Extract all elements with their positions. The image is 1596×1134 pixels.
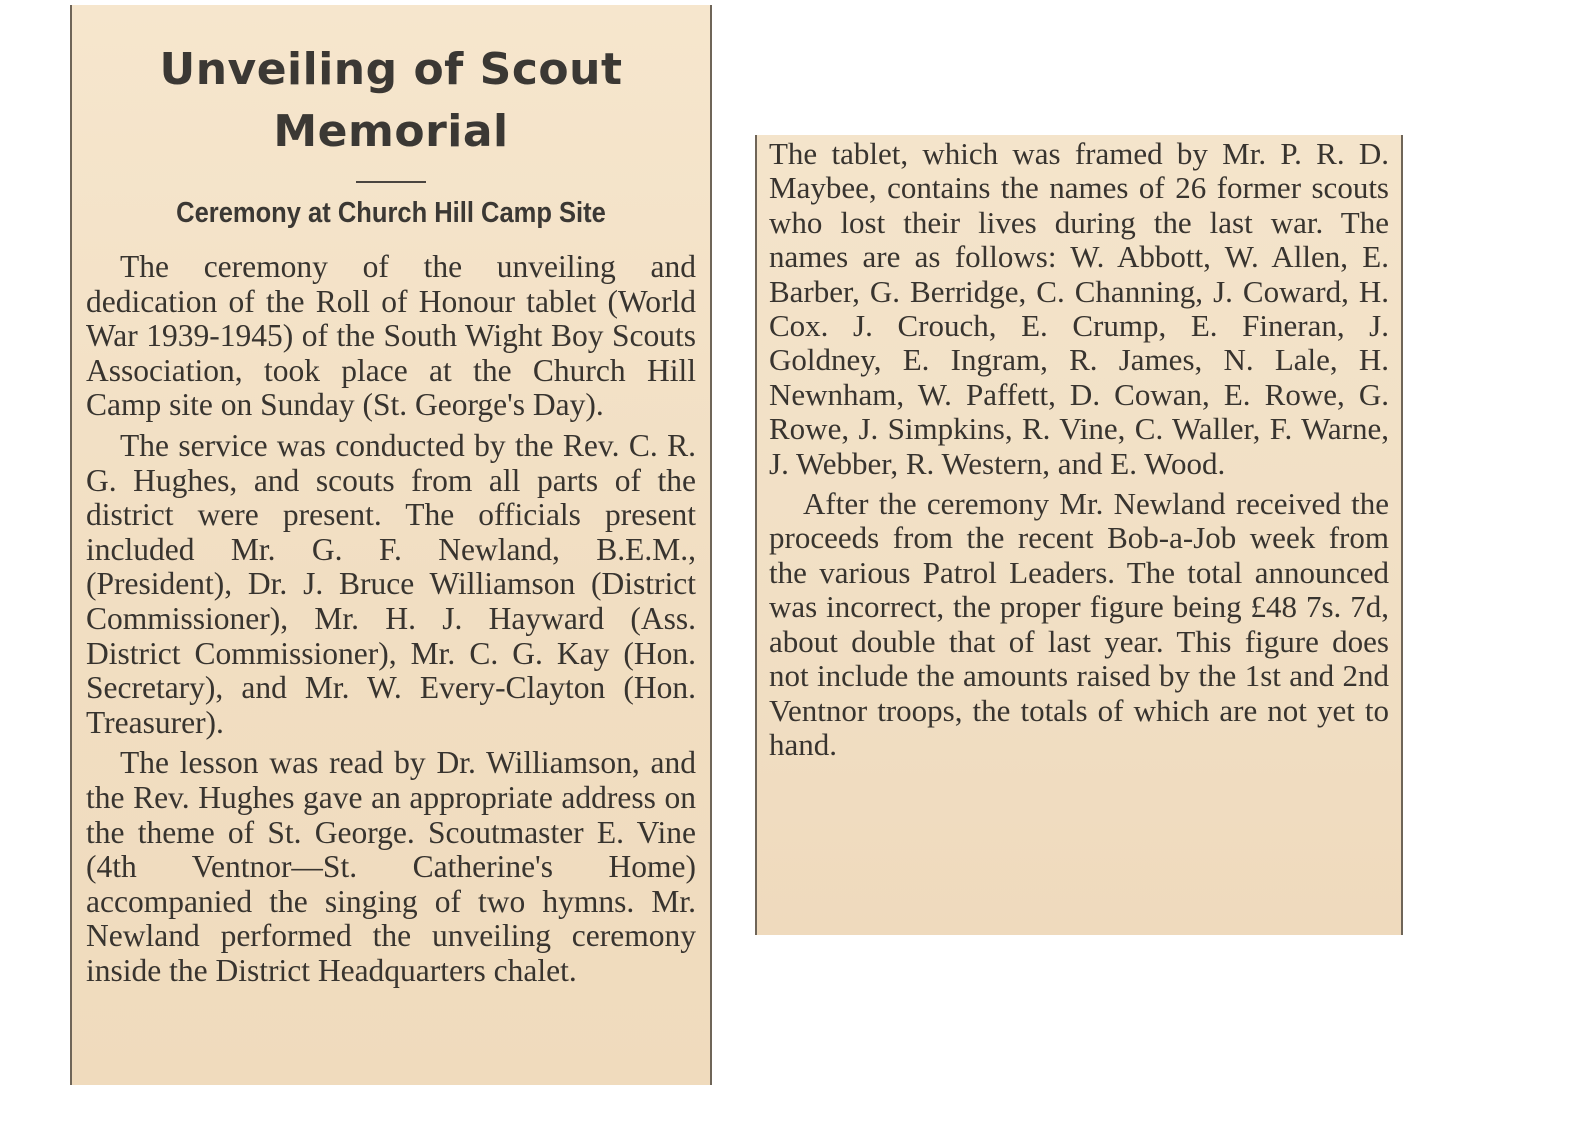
paragraph-tablet-names: The tablet, which was framed by Mr. P. R. D. Maybee, contains the names of 26 former scouts who lost their lives during the last war. The names are as follows: W. Abbott, W. Allen, E. Barber, G. Berridge, C. Channing, J. Coward, H. Cox. J. Crouch, E. Crump, E. Fineran, J. Goldney, E. Ingram, R. James, N. Lale, H. Newnham, W. Paffett, D. Cowan, E. Rowe, G. Rowe, J. Simpkins, R. Vine, C. Waller, F. Warne, J. Webber, R. Western, and E. Wood. xyxy=(769,136,1389,481)
paragraph-ceremony: The ceremony of the unveiling and dedication of the Roll of Honour tablet (World War 1939-1945) of the South Wight Boy Scouts Association, took place at the Church Hill Camp site on Sunday (St. George's Day). xyxy=(86,249,696,423)
left-newspaper-clipping xyxy=(70,5,712,1085)
headline-divider xyxy=(356,181,426,183)
article-headline: Unveiling of Scout Memorial xyxy=(159,44,623,157)
article-subheadline: Ceremony at Church Hill Camp Site xyxy=(176,197,606,229)
paragraph-lesson: The lesson was read by Dr. Williamson, and the Rev. Hughes gave an appropriate address on the theme of St. George. Scoutmaster E. Vine (4th Ventnor—St. Catherine's Home) accompanied the singing of two hymns. Mr. Newland performed the unveiling ceremony inside the District Headquarters chalet. xyxy=(86,745,696,988)
right-newspaper-clipping xyxy=(755,135,1403,935)
paragraph-service: The service was conducted by the Rev. C. R. G. Hughes, and scouts from all parts of the district were present. The officials present included Mr. G. F. Newland, B.E.M., (President), Dr. J. Bruce Williamson (District Commissioner), Mr. H. J. Hayward (Ass. District Commissioner), Mr. C. G. Kay (Hon. Secretary), and Mr. W. Every-Clayton (Hon. Treasurer). xyxy=(86,427,696,740)
paragraph-bob-a-job: After the ceremony Mr. Newland received the proceeds from the recent Bob-a-Job week from the various Patrol Leaders. The total announced was incorrect, the proper figure being £48 7s. 7d, about double that of last year. This figure does not include the amounts raised by the 1st and 2nd Ventnor troops, the totals of which are not yet to hand. xyxy=(769,486,1389,762)
